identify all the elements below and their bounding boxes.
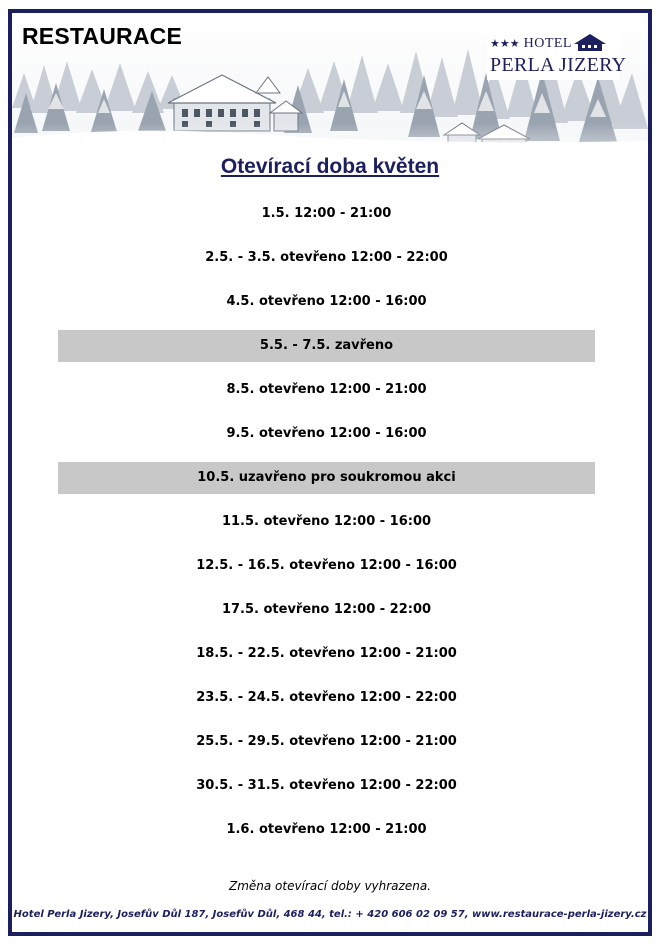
schedule-row: 23.5. - 24.5. otevřeno 12:00 - 22:00 — [196, 690, 457, 705]
page-frame — [8, 9, 652, 936]
logo-hotel-word: HOTEL — [523, 36, 572, 51]
schedule-row: 1.6. otevřeno 12:00 - 21:00 — [226, 822, 427, 837]
schedule-row: 9.5. otevřeno 12:00 - 16:00 — [226, 426, 427, 441]
schedule-row: 17.5. otevřeno 12:00 - 22:00 — [221, 602, 432, 617]
logo-hotel-name: PERLA JIZERY — [490, 54, 627, 76]
change-notice: Změna otevírací doby vyhrazena. — [228, 879, 431, 893]
hotel-logo — [487, 30, 627, 80]
opening-hours-title: Otevírací doba květen — [220, 155, 440, 178]
schedule-row: 1.5. 12:00 - 21:00 — [261, 206, 392, 221]
logo-stars: ★★★ — [490, 38, 520, 50]
footer-contact: Hotel Perla Jizery, Josefův Důl 187, Josefův Důl, 468 44, tel.: + 420 606 02 09 57, www.restaurace-perla-jizery.cz — [13, 909, 647, 920]
schedule-row: 11.5. otevřeno 12:00 - 16:00 — [221, 514, 432, 529]
opening-hours-list — [58, 198, 595, 858]
schedule-row-closed: 5.5. - 7.5. zavřeno — [58, 330, 595, 362]
schedule-row: 30.5. - 31.5. otevřeno 12:00 - 22:00 — [196, 778, 457, 793]
logo-house-icon — [572, 32, 608, 52]
section-title: RESTAURACE — [22, 23, 183, 49]
logo-top-line — [490, 36, 572, 52]
schedule-row: 12.5. - 16.5. otevřeno 12:00 - 16:00 — [196, 558, 457, 573]
schedule-row: 18.5. - 22.5. otevřeno 12:00 - 21:00 — [196, 646, 457, 661]
schedule-row: 25.5. - 29.5. otevřeno 12:00 - 21:00 — [196, 734, 457, 749]
schedule-row: 4.5. otevřeno 12:00 - 16:00 — [226, 294, 427, 309]
schedule-row-closed: 10.5. uzavřeno pro soukromou akci — [58, 462, 595, 494]
schedule-row: 2.5. - 3.5. otevřeno 12:00 - 22:00 — [205, 250, 448, 265]
schedule-row: 8.5. otevřeno 12:00 - 21:00 — [226, 382, 427, 397]
